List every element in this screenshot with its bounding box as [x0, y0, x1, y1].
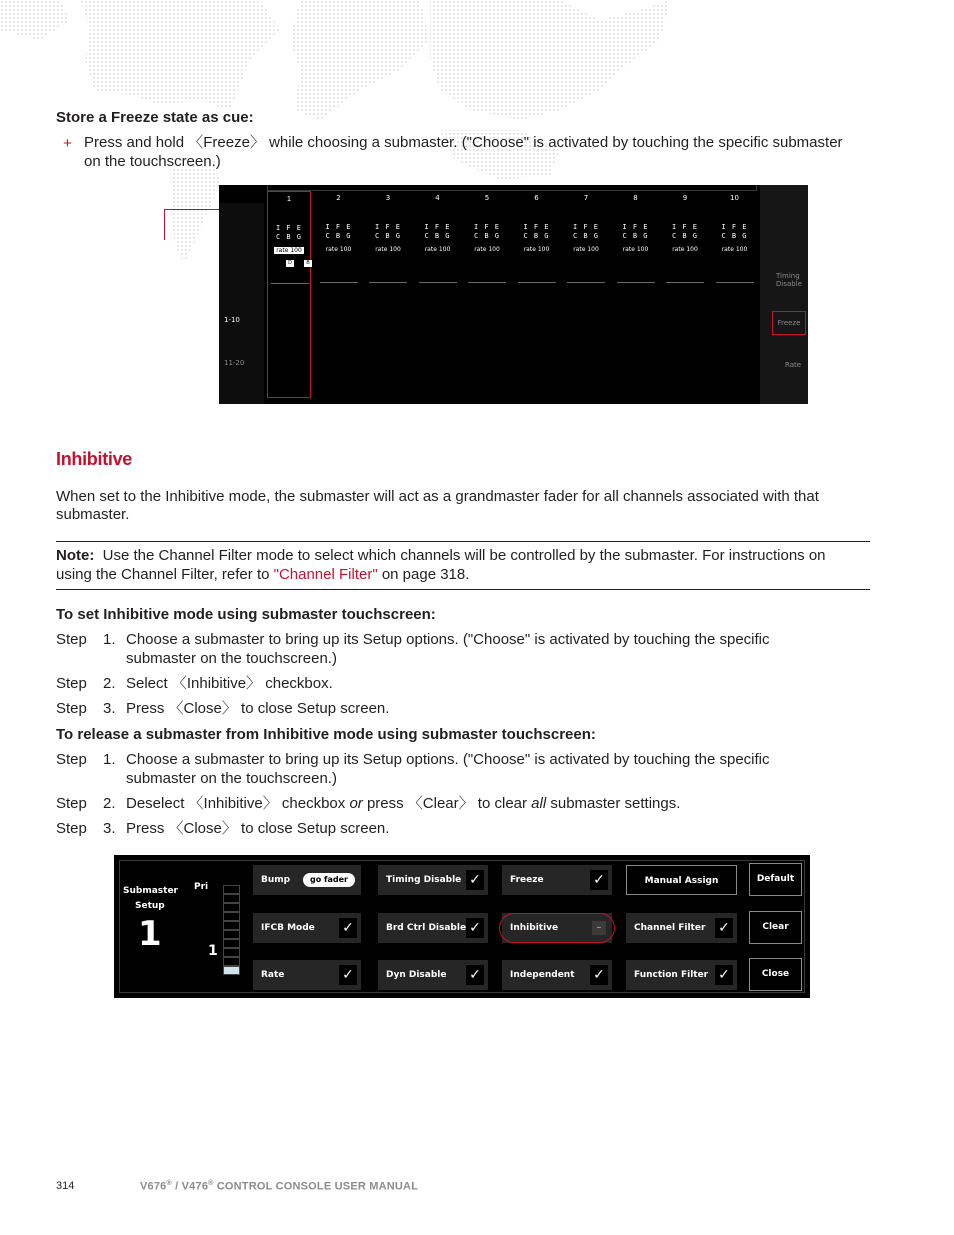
function-filter-button[interactable]	[626, 960, 737, 990]
priority-label: Pri	[194, 882, 209, 892]
flags-bottom: C B G	[325, 232, 352, 240]
mini-box-left[interactable]: D	[286, 260, 294, 267]
note-line2-pre: using the Channel Filter, refer to	[56, 566, 274, 583]
rate-value: rate 100	[622, 246, 649, 253]
submaster-number: 6	[534, 194, 539, 202]
submaster-flags	[268, 224, 310, 242]
submaster-column[interactable]	[317, 185, 361, 404]
submaster-flags	[515, 223, 559, 241]
timing-disable-button[interactable]	[378, 865, 488, 895]
flags-top: I F E	[622, 223, 649, 231]
brd-ctrl-disable-button[interactable]	[378, 913, 488, 943]
setup-title-2: Setup	[135, 901, 165, 911]
rate-label: Rate	[261, 970, 285, 980]
submaster-rate	[416, 246, 460, 253]
ifcb-mode-label: IFCB Mode	[261, 923, 315, 933]
inhibitive-highlight-ring	[499, 913, 615, 943]
priority-meter-cell	[223, 930, 240, 939]
flags-bottom: C B G	[572, 232, 600, 240]
rate-value: rate 100	[474, 246, 500, 253]
submaster-number: 4	[435, 194, 440, 202]
submaster-fader-line	[320, 282, 358, 283]
set-step-2-num: 2.	[103, 675, 116, 692]
rate-button[interactable]	[253, 960, 361, 990]
submaster-fader-line	[567, 282, 605, 283]
bullet-plus-icon: +	[63, 135, 72, 152]
flags-bottom: C B G	[473, 232, 501, 240]
submaster-column[interactable]	[713, 185, 757, 404]
submaster-flags	[416, 223, 460, 241]
submaster-rate	[564, 246, 608, 253]
release-step-3-num: 3.	[103, 820, 116, 837]
set-step-3-num: 3.	[103, 700, 116, 717]
submaster-rate	[268, 247, 310, 254]
priority-meter-cell	[223, 948, 240, 957]
bank-11-20[interactable]: 11-20	[224, 359, 245, 367]
submaster-column[interactable]	[267, 191, 311, 398]
rate-value: rate 100	[523, 246, 550, 253]
release-step-1-label: Step	[56, 751, 87, 768]
note-rule-top	[56, 541, 870, 542]
page-number: 314	[56, 1180, 75, 1192]
flags-bottom: C B G	[622, 232, 649, 240]
submaster-flags	[614, 223, 658, 241]
note-line2	[56, 565, 469, 584]
release-step-2-pre: Deselect 〈Inhibitive〉 checkbox	[126, 795, 350, 812]
release-step-2-post: submaster settings.	[546, 795, 681, 812]
flags-bottom: C B G	[424, 232, 451, 240]
freeze-bullet-line2: on the touchscreen.)	[84, 153, 221, 170]
submaster-rate	[663, 246, 707, 253]
independent-check-icon[interactable]: ✓	[590, 965, 608, 985]
priority-meter-cell	[223, 966, 240, 975]
timing-disable-check-icon[interactable]: ✓	[466, 870, 484, 890]
release-step-2-em-all: all	[531, 795, 547, 812]
brd-ctrl-disable-check-icon[interactable]: ✓	[466, 918, 484, 938]
close-button[interactable]: Close	[749, 958, 802, 991]
release-step-2-line1	[126, 794, 680, 813]
flags-top: I F E	[721, 223, 748, 231]
submaster-column[interactable]	[663, 185, 707, 404]
flags-bottom: C B G	[671, 232, 699, 240]
flags-bottom: C B G	[721, 232, 748, 240]
model-a: V676	[140, 1180, 167, 1193]
channel-filter-button[interactable]	[626, 913, 737, 943]
title-sep: /	[171, 1180, 182, 1193]
rate-button[interactable]: Rate	[785, 361, 802, 369]
submaster-column[interactable]	[465, 185, 509, 404]
submaster-rate	[614, 246, 658, 253]
freeze-touchscreen-screenshot	[219, 185, 808, 404]
freeze-button[interactable]	[772, 311, 806, 335]
release-step-2-mid: press 〈Clear〉 to clear	[362, 795, 532, 812]
ifcb-mode-button[interactable]	[253, 913, 361, 943]
function-filter-label: Function Filter	[634, 970, 709, 980]
submaster-number: 5	[484, 194, 490, 202]
freeze-bullet-line1: Press and hold 〈Freeze〉 while choosing a submaster. ("Choose" is activated by touching the specific submaster	[84, 134, 843, 151]
rate-value: rate 100	[424, 246, 451, 253]
release-step-3-line1: Press 〈Close〉 to close Setup screen.	[126, 820, 390, 837]
release-step-2-num: 2.	[103, 795, 116, 812]
freeze-heading: Store a Freeze state as cue:	[56, 109, 254, 126]
priority-value: 1	[208, 943, 218, 959]
release-step-2-label: Step	[56, 795, 87, 812]
flags-top: I F E	[671, 223, 699, 231]
go-fader-pill[interactable]: go fader	[303, 873, 355, 887]
inhibitive-para-line1: When set to the Inhibitive mode, the submaster will act as a grandmaster fader for all channels associated with that	[56, 488, 819, 505]
flags-top: I F E	[424, 223, 451, 231]
setup-submaster-number: 1	[138, 914, 162, 954]
submaster-number: 3	[385, 194, 391, 202]
setup-title-1: Submaster	[123, 886, 178, 896]
release-step-1-line2: submaster on the touchscreen.)	[126, 770, 337, 787]
rate-value: rate 100	[375, 246, 401, 253]
brd-ctrl-disable-label: Brd Ctrl Disable	[386, 923, 467, 933]
set-step-3-line1: Press 〈Close〉 to close Setup screen.	[126, 700, 390, 717]
independent-button[interactable]	[502, 960, 612, 990]
submaster-column[interactable]	[515, 185, 559, 404]
flags-top: I F E	[523, 223, 550, 231]
ifcb-mode-check-icon[interactable]: ✓	[339, 918, 357, 938]
set-step-1-label: Step	[56, 631, 87, 648]
note-label: Note:	[56, 547, 95, 564]
mode-sidebar	[760, 185, 808, 404]
submaster-rate	[465, 246, 509, 253]
submaster-fader-line	[617, 282, 655, 283]
rate-value: rate 100	[672, 246, 698, 253]
release-step-1-line1: Choose a submaster to bring up its Setup options. ("Choose" is activated by touching the specific	[126, 751, 770, 768]
submaster-setup-screenshot	[114, 855, 810, 998]
submaster-flags	[317, 223, 361, 241]
freeze-label: Freeze	[777, 319, 801, 327]
submaster-column[interactable]	[564, 185, 608, 404]
freeze-label: Freeze	[510, 875, 544, 885]
clear-button[interactable]: Clear	[749, 911, 802, 944]
submaster-fader-line	[468, 282, 506, 283]
priority-meter-cell	[223, 921, 240, 930]
submaster-flags	[564, 223, 608, 241]
set-step-1-line2: submaster on the touchscreen.)	[126, 650, 337, 667]
timing-disable-label-1: Timing	[776, 272, 800, 280]
reg-mark-a: ®	[166, 1180, 172, 1187]
flags-top: I F E	[325, 223, 352, 231]
release-step-2-em-or: or	[349, 795, 363, 812]
set-step-1-line1: Choose a submaster to bring up its Setup options. ("Choose" is activated by touching the specific	[126, 631, 770, 648]
set-step-1-num: 1.	[103, 631, 116, 648]
submaster-number: 9	[682, 194, 688, 202]
priority-meter-cell	[223, 912, 240, 921]
submaster-number: 10	[730, 194, 739, 202]
manual-title	[140, 1180, 418, 1193]
submaster-number: 8	[633, 194, 638, 202]
model-b: V476	[181, 1180, 209, 1193]
release-step-3-label: Step	[56, 820, 87, 837]
bump-button[interactable]	[253, 865, 361, 895]
flags-top: I F E	[473, 223, 501, 231]
submaster-fader-line	[716, 282, 754, 283]
title-rest: CONTROL CONSOLE USER MANUAL	[213, 1180, 419, 1193]
submaster-rate	[515, 246, 559, 253]
submaster-number: 2	[336, 194, 341, 202]
callout-line-vertical	[164, 209, 165, 240]
submaster-flags	[366, 223, 410, 241]
reg-mark-b: ®	[208, 1180, 214, 1187]
set-step-2-line1: Select 〈Inhibitive〉 checkbox.	[126, 675, 333, 692]
submaster-rate	[713, 246, 757, 253]
set-step-3-label: Step	[56, 700, 87, 717]
submaster-fader-line	[518, 282, 556, 283]
release-procedure-heading: To release a submaster from Inhibitive mode using submaster touchscreen:	[56, 726, 596, 743]
submaster-flags	[663, 223, 707, 241]
bank-sidebar	[219, 203, 264, 404]
priority-meter-cell	[223, 939, 240, 948]
manual-assign-button[interactable]: Manual Assign	[626, 865, 737, 895]
submaster-fader-line	[419, 282, 457, 283]
submaster-rate	[317, 246, 361, 253]
rate-check-icon[interactable]: ✓	[339, 965, 357, 985]
note-line2-post: on page 318.	[377, 566, 470, 583]
submaster-rate	[366, 246, 410, 253]
set-procedure-heading: To set Inhibitive mode using submaster touchscreen:	[56, 606, 436, 623]
flags-top: I F E	[572, 223, 600, 231]
flags-bottom: C B G	[374, 232, 402, 240]
submaster-column[interactable]	[614, 185, 658, 404]
priority-meter-cell	[223, 894, 240, 903]
timing-disable-button[interactable]	[776, 272, 802, 288]
mini-box-right[interactable]: B	[304, 260, 312, 267]
rate-value: rate 100	[276, 247, 302, 254]
independent-label: Independent	[510, 970, 575, 980]
note-line1-text: Use the Channel Filter mode to select which channels will be controlled by the submaster. For instructions on	[102, 547, 826, 564]
bump-label: Bump	[261, 875, 291, 885]
channel-filter-label: Channel Filter	[634, 923, 706, 933]
flags-bottom: C B G	[523, 232, 550, 240]
note-line1	[56, 546, 826, 565]
flags-bottom: C B G	[275, 233, 303, 241]
release-step-1-num: 1.	[103, 751, 116, 768]
submaster-number: 1	[286, 195, 292, 203]
submaster-fader-line	[369, 282, 407, 283]
priority-meter-cell	[223, 885, 240, 894]
rate-value: rate 100	[573, 246, 599, 253]
submaster-column[interactable]	[366, 185, 410, 404]
dyn-disable-label: Dyn Disable	[386, 970, 447, 980]
inhibitive-label: Inhibitive	[510, 923, 559, 933]
submaster-fader-line	[271, 283, 309, 284]
inhibitive-para-line2: submaster.	[56, 506, 130, 523]
flags-top: I F E	[374, 223, 402, 231]
function-filter-check-icon[interactable]: ✓	[715, 965, 733, 985]
priority-meter-cell	[223, 957, 240, 966]
flags-top: I F E	[275, 224, 303, 232]
submaster-fader-line	[666, 282, 704, 283]
freeze-button[interactable]	[502, 865, 612, 895]
submaster-flags	[713, 223, 757, 241]
submaster-flags	[465, 223, 509, 241]
note-rule-bottom	[56, 589, 870, 590]
dyn-disable-button[interactable]	[378, 960, 488, 990]
default-button[interactable]: Default	[749, 863, 802, 896]
inhibitive-heading: Inhibitive	[56, 449, 133, 469]
channel-filter-link[interactable]: "Channel Filter"	[273, 566, 378, 583]
timing-disable-label: Timing Disable	[386, 875, 462, 885]
submaster-number: 7	[583, 194, 589, 202]
inhibitive-unchecked-icon[interactable]: –	[592, 921, 606, 935]
freeze-check-icon[interactable]: ✓	[590, 870, 608, 890]
dyn-disable-check-icon[interactable]: ✓	[466, 965, 484, 985]
set-step-2-label: Step	[56, 675, 87, 692]
channel-filter-check-icon[interactable]: ✓	[715, 918, 733, 938]
rate-value: rate 100	[325, 246, 352, 253]
timing-disable-label-2: Disable	[776, 280, 802, 288]
priority-meter[interactable]	[223, 885, 240, 975]
priority-meter-cell	[223, 903, 240, 912]
submaster-column[interactable]	[416, 185, 460, 404]
rate-value: rate 100	[721, 246, 748, 253]
bank-1-10[interactable]: 1-10	[224, 316, 240, 324]
